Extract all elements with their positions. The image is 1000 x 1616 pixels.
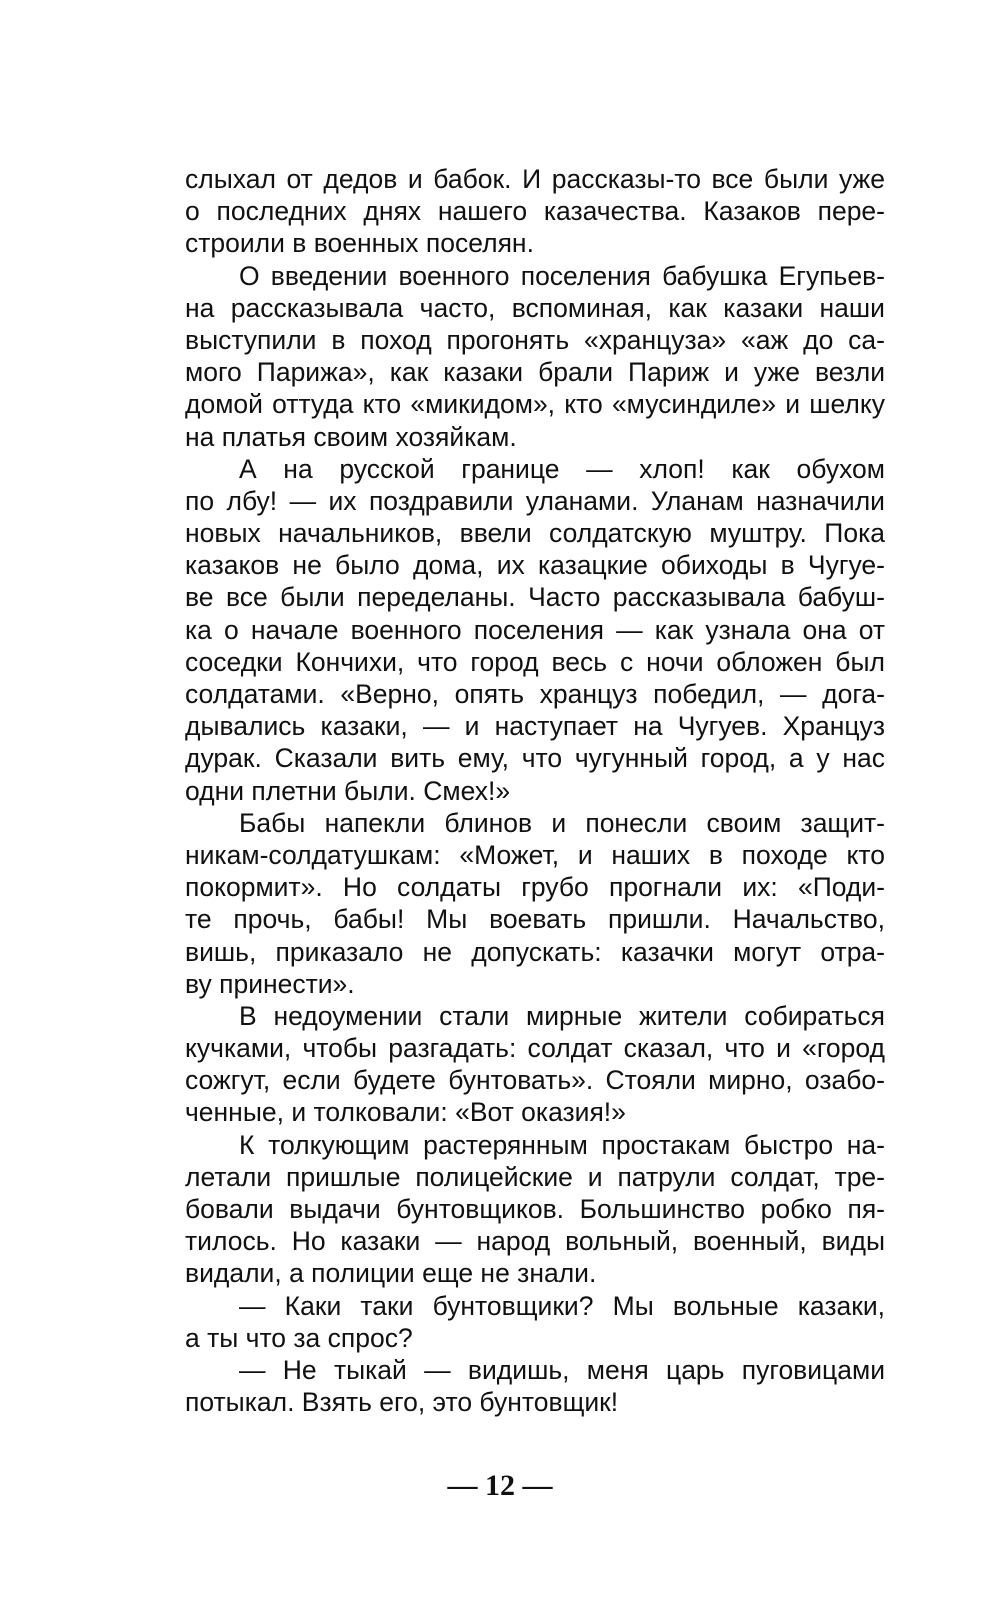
page-number: — 12 — [447, 1469, 553, 1502]
text-line: казаков не было дома, их казацкие обиходы в Чугуе- [185, 550, 885, 581]
text-line: ка о начале военного поселения — как узнала она от [185, 614, 885, 645]
text-line: мого Парижа», как казаки брали Париж и уже везли [185, 357, 885, 388]
text-line: потыкал. Взять его, это бунтовщик! [185, 1387, 619, 1418]
text-line: никам-солдатушкам: «Может, и наших в походе кто [185, 839, 885, 870]
body-text [185, 163, 885, 1418]
text-line: ве все были переделаны. Часто рассказывала бабуш- [185, 582, 885, 613]
text-line: дурак. Сказали вить ему, что чугунный город, а у нас [185, 743, 885, 774]
text-line: выступили в поход прогонять «хранцуза» «аж до са- [185, 324, 885, 355]
text-line: Бабы напекли блинов и понесли своим защит- [239, 807, 885, 838]
text-line: одни плетни были. Смех!» [185, 775, 511, 806]
text-line: вишь, приказало не допускать: казачки могут отра- [185, 936, 885, 967]
text-line: К толкующим растерянным простакам быстро на- [239, 1129, 885, 1160]
text-line: солдатами. «Верно, опять хранцуз победил, — дога- [185, 679, 885, 709]
text-line: те прочь, бабы! Мы воевать пришли. Начальство, [185, 904, 885, 935]
text-line: а ты что за спрос? [185, 1322, 413, 1353]
text-line: сожгут, если будете бунтовать». Стояли мирно, озабо- [185, 1065, 885, 1096]
text-line: ву принести». [185, 968, 355, 999]
text-line: на платья своим хозяйкам. [185, 421, 517, 452]
text-line: покормит». Но солдаты грубо прогнали их: «Поди- [185, 872, 885, 903]
text-line: кучками, чтобы разгадать: солдат сказал, что и «город [185, 1033, 885, 1064]
text-line: видали, а полиции еще не знали. [185, 1258, 597, 1289]
text-line: слыхал от дедов и бабок. И рассказы-то все были уже [185, 164, 885, 194]
text-line: домой оттуда кто «микидом», кто «мусиндиле» и шелку [185, 389, 885, 420]
text-line: — Каки таки бунтовщики? Мы вольные казаки, [239, 1290, 885, 1321]
text-line: соседки Кончихи, что город весь с ночи обложен был [185, 646, 885, 677]
text-line: О введении военного поселения бабушка Егупьев- [239, 260, 885, 291]
text-line: В недоумении стали мирные жители собираться [239, 1000, 885, 1031]
text-line: ченные, и толковали: «Вот оказия!» [185, 1097, 626, 1128]
text-line: на рассказывала часто, вспоминая, как казаки наши [185, 292, 885, 323]
text-line: по лбу! — их поздравили уланами. Уланам назначили [185, 485, 885, 516]
text-line: тилось. Но казаки — народ вольный, военный, виды [185, 1226, 885, 1257]
text-line: бовали выдачи бунтовщиков. Большинство робко пя- [185, 1194, 885, 1224]
text-line: о последних днях нашего казачества. Казаков пере- [185, 196, 885, 227]
text-line: летали пришлые полицейские и патрули солдат, тре- [185, 1161, 885, 1192]
text-line: новых начальников, ввели солдатскую муштру. Пока [185, 518, 885, 549]
text-line: А на русской границе — хлоп! как обухом [239, 453, 885, 484]
text-line: дывались казаки, — и наступает на Чугуев. Хранцуз [185, 711, 885, 742]
text-line: — Не тыкай — видишь, меня царь пуговицами [239, 1354, 885, 1385]
text-line: строили в военных поселян. [185, 228, 534, 259]
